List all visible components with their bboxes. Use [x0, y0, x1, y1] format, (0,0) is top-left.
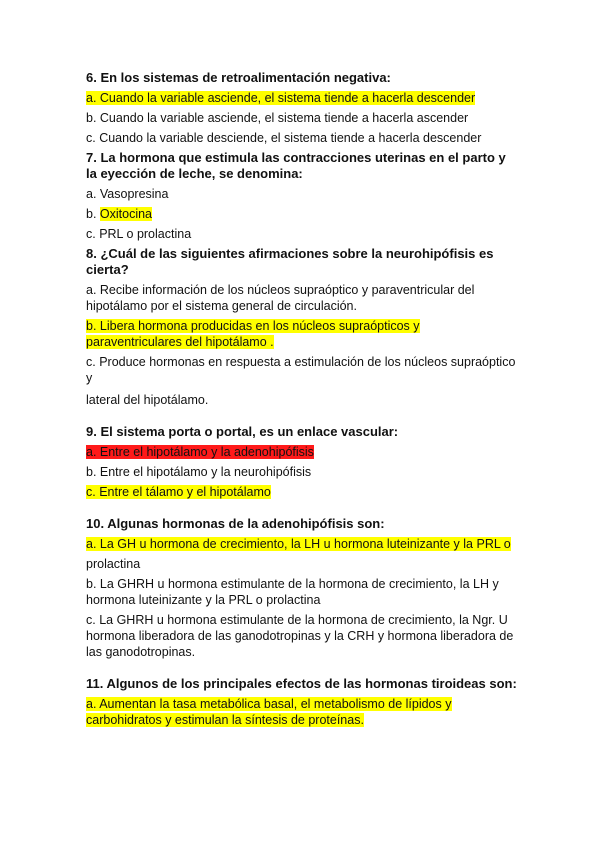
- highlighted-answer: b. Libera hormona producidas en los núcleos supraópticos y paraventriculares del hipotálamo .: [86, 319, 420, 349]
- spacer: [86, 664, 518, 676]
- question-8-option-c-continuation: lateral del hipotálamo.: [86, 393, 209, 407]
- question-9-option-b: b. Entre el hipotálamo y la neurohipófisis: [86, 465, 312, 479]
- question-7-option-c: c. PRL o prolactina: [86, 227, 192, 241]
- highlighted-wrong-answer: a. Entre el hipotálamo y la adenohipófisis: [86, 445, 314, 459]
- question-10-option-b: b. La GHRH u hormona estimulante de la hormona de crecimiento, la LH y hormona luteinizante y la PRL o prolactina: [86, 577, 499, 607]
- question-8-title: 8. ¿Cuál de las siguientes afirmaciones sobre la neurohipófisis es cierta?: [86, 246, 494, 277]
- highlighted-answer: a. La GH u hormona de crecimiento, la LH u hormona luteinizante y la PRL o: [86, 537, 511, 551]
- question-7-option-b: [86, 206, 518, 222]
- question-6-option-a: [86, 90, 518, 106]
- question-6-option-b: b. Cuando la variable asciende, el sistema tiende a hacerla ascender: [86, 111, 469, 125]
- question-11-option-a: [86, 696, 518, 728]
- question-10-option-a: [86, 536, 518, 552]
- question-11-title: 11. Algunos de los principales efectos de las hormonas tiroideas son:: [86, 676, 517, 691]
- question-8-option-c: c. Produce hormonas en respuesta a estimulación de los núcleos supraóptico y: [86, 355, 516, 385]
- spacer: [86, 504, 518, 516]
- quiz-content: [86, 70, 518, 732]
- highlighted-answer: a. Cuando la variable asciende, el sistema tiende a hacerla descender: [86, 91, 476, 105]
- question-7-option-a: a. Vasopresina: [86, 187, 169, 201]
- question-6-option-c: c. Cuando la variable desciende, el sistema tiende a hacerla descender: [86, 131, 482, 145]
- highlighted-answer: c. Entre el tálamo y el hipotálamo: [86, 485, 271, 499]
- question-7-title: 7. La hormona que estimula las contracciones uterinas en el parto y la eyección de leche, se denomina:: [86, 150, 506, 181]
- question-10-option-c: c. La GHRH u hormona estimulante de la hormona de crecimiento, la Ngr. U hormona liberadora de las ganodotropinas y la CRH y hormona liberadora de las ganodotropinas.: [86, 613, 514, 659]
- question-9-option-c: [86, 484, 518, 500]
- question-10-title: 10. Algunas hormonas de la adenohipófisis son:: [86, 516, 385, 531]
- question-8-option-a: a. Recibe información de los núcleos supraóptico y paraventricular del hipotálamo por el sistema general de circulación.: [86, 283, 475, 313]
- question-8-option-b: [86, 318, 518, 350]
- highlighted-answer: Oxitocina: [99, 207, 153, 221]
- question-10-option-a-continuation: prolactina: [86, 557, 141, 571]
- option-prefix: b.: [86, 207, 100, 221]
- highlighted-answer: a. Aumentan la tasa metabólica basal, el metabolismo de lípidos y carbohidratos y estimulan la síntesis de proteínas.: [86, 697, 452, 727]
- question-9-title: 9. El sistema porta o portal, es un enlace vascular:: [86, 424, 399, 439]
- question-9-option-a: [86, 444, 518, 460]
- question-6-title: 6. En los sistemas de retroalimentación negativa:: [86, 70, 391, 85]
- spacer: [86, 412, 518, 424]
